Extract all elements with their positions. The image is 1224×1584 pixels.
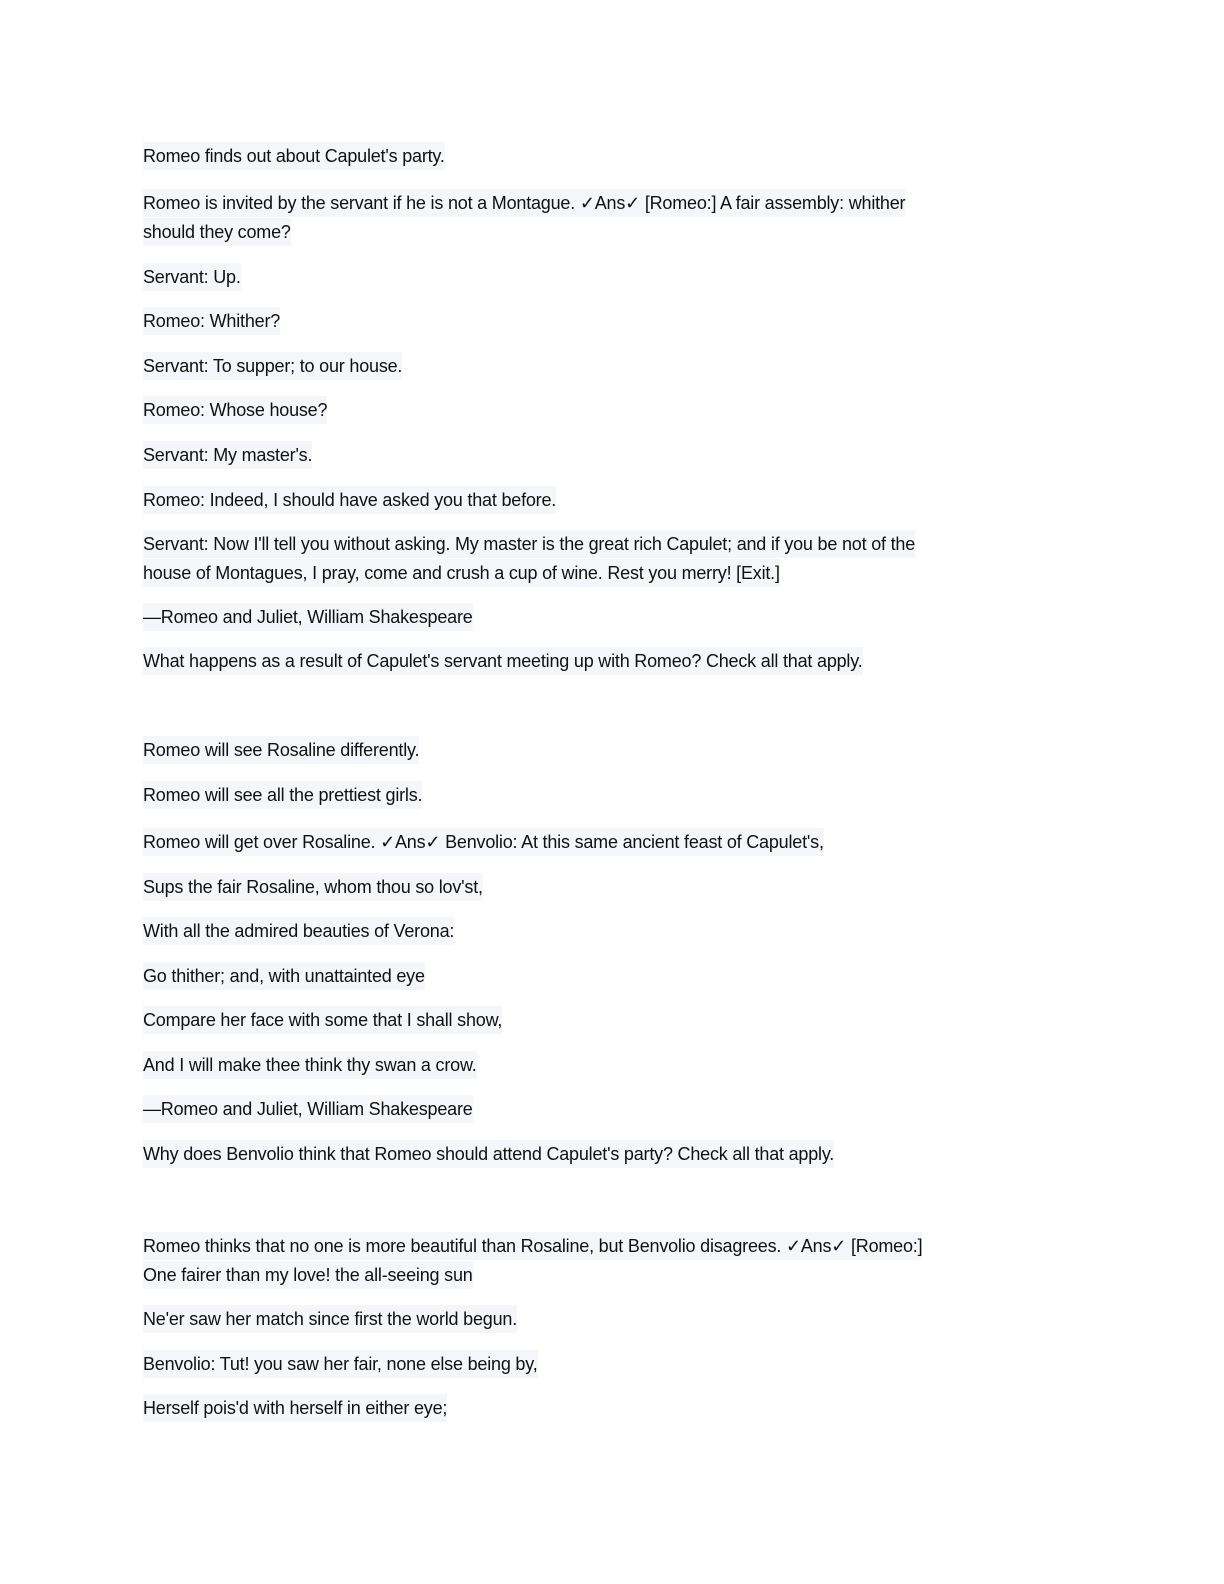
text-line: Romeo will see Rosaline differently. — [143, 736, 419, 764]
text-line: Romeo: Whose house? — [143, 396, 327, 424]
text-line: house of Montagues, I pray, come and crush a cup of wine. Rest you merry! [Exit.] — [143, 559, 780, 587]
text-line: With all the admired beauties of Verona: — [143, 917, 454, 945]
text-line: Ne'er saw her match since first the world begun. — [143, 1305, 517, 1333]
text-line: And I will make thee think thy swan a crow. — [143, 1051, 477, 1079]
text-line: Go thither; and, with unattainted eye — [143, 962, 425, 990]
text-line: Romeo will see all the prettiest girls. — [143, 781, 422, 809]
text-line: Romeo: Indeed, I should have asked you that before. — [143, 486, 556, 514]
text-line: Servant: My master's. — [143, 441, 312, 469]
text-line: Servant: To supper; to our house. — [143, 352, 402, 380]
text-line: One fairer than my love! the all-seeing sun — [143, 1261, 473, 1289]
text-line: Romeo: Whither? — [143, 307, 280, 335]
text-line: —Romeo and Juliet, William Shakespeare — [143, 603, 473, 631]
text-line: Herself pois'd with herself in either eye; — [143, 1394, 447, 1422]
text-line: Servant: Now I'll tell you without asking. My master is the great rich Capulet; and if you be not of the — [143, 530, 915, 558]
text-line: should they come? — [143, 218, 291, 246]
text-line: Romeo will get over Rosaline. ✓Ans✓ Benvolio: At this same ancient feast of Capulet's, — [143, 828, 824, 856]
text-line: Romeo thinks that no one is more beautiful than Rosaline, but Benvolio disagrees. ✓Ans✓ [Romeo:] — [143, 1232, 922, 1260]
text-line: Compare her face with some that I shall show, — [143, 1006, 502, 1034]
text-line: Servant: Up. — [143, 263, 241, 291]
text-line: Benvolio: Tut! you saw her fair, none else being by, — [143, 1350, 538, 1378]
text-line: —Romeo and Juliet, William Shakespeare — [143, 1095, 473, 1123]
text-line: Romeo is invited by the servant if he is not a Montague. ✓Ans✓ [Romeo:] A fair assembly: whither — [143, 189, 905, 217]
text-line: Why does Benvolio think that Romeo should attend Capulet's party? Check all that apply. — [143, 1140, 834, 1168]
text-line: Romeo finds out about Capulet's party. — [143, 142, 445, 170]
text-line: What happens as a result of Capulet's servant meeting up with Romeo? Check all that apply. — [143, 647, 863, 675]
text-line: Sups the fair Rosaline, whom thou so lov'st, — [143, 873, 483, 901]
